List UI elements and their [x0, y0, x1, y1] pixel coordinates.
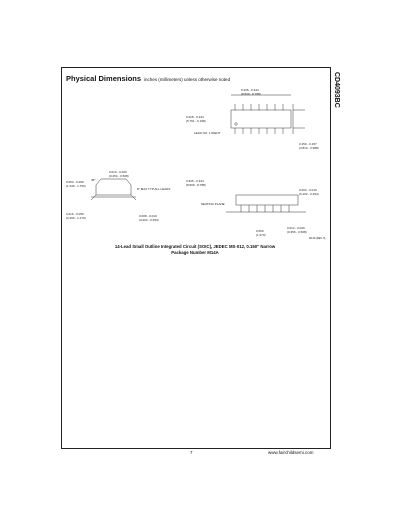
label-lead-angle: 8° MAX TYP ALL LEADS [137, 187, 171, 191]
top-view-leads-bottom [235, 128, 283, 134]
page-number: 7 [190, 450, 193, 455]
caption-line-1: 14-Lead Small Outline Integrated Circuit (SOIC), JEDEC MS-012, 0.150" Narrow [114, 244, 276, 249]
section-title: Physical Dimensions [66, 74, 142, 83]
section-subtitle: inches (millimeters) unless otherwise noted [144, 77, 231, 82]
label-side-length: 0.335 - 0.344 [186, 179, 204, 183]
label-pitch: 0.050 [256, 229, 264, 233]
side-view [226, 195, 306, 212]
label-lead-length-mm: (0.406 - 1.270) [66, 216, 86, 220]
label-standoff-mm: (0.102 - 0.254) [299, 192, 319, 196]
package-caption [80, 244, 310, 256]
label-length-mm: (8.509 - 8.788) [241, 92, 261, 96]
caption-line-2: Package Number M14A [171, 250, 219, 255]
label-seating: SEATING PLANE [201, 202, 225, 206]
side-title [330, 72, 344, 132]
label-chamfer-mm: (0.254 - 0.508) [109, 174, 129, 178]
label-standoff: 0.004 - 0.010 [299, 188, 317, 192]
side-title-text: CD4093BC [333, 72, 340, 108]
label-lead-thickness-mm: (0.203 - 0.254) [139, 218, 159, 222]
label-body-width-mm: (3.810 - 3.988) [299, 146, 319, 150]
pin1-marker [235, 123, 237, 125]
label-side-length-mm: (8.509 - 8.788) [186, 183, 206, 187]
top-view [231, 95, 305, 134]
top-view-body [231, 110, 291, 128]
label-lead-length: 0.016 - 0.050 [66, 212, 84, 216]
label-body-width: 0.150 - 0.157 [299, 142, 317, 146]
label-width-mm: (5.791 - 6.198) [186, 119, 206, 123]
label-angle: 45° [91, 178, 96, 182]
label-width: 0.228 - 0.244 [186, 115, 204, 119]
label-pin1: LEAD NO. 1 IDENT [194, 131, 221, 135]
package-drawing [61, 67, 331, 257]
label-length: 0.335 - 0.344 [241, 88, 259, 92]
label-ref-code: M14A (REV H) [309, 237, 326, 240]
label-lead-thickness: 0.008 - 0.010 [139, 214, 157, 218]
side-view-body [236, 195, 298, 205]
label-lead-width-mm: (0.356 - 0.508) [287, 230, 307, 234]
website-link[interactable]: www.fairchildsemi.com [268, 450, 314, 455]
end-view [91, 179, 136, 200]
top-view-leads-top [235, 104, 283, 110]
label-height: 0.053 - 0.069 [66, 180, 84, 184]
label-lead-width: 0.014 - 0.020 [287, 226, 305, 230]
label-height-mm: (1.346 - 1.753) [66, 184, 86, 188]
end-view-body [96, 179, 131, 195]
label-pitch-mm: (1.270) [256, 233, 266, 237]
label-chamfer: 0.010 - 0.020 [109, 170, 127, 174]
